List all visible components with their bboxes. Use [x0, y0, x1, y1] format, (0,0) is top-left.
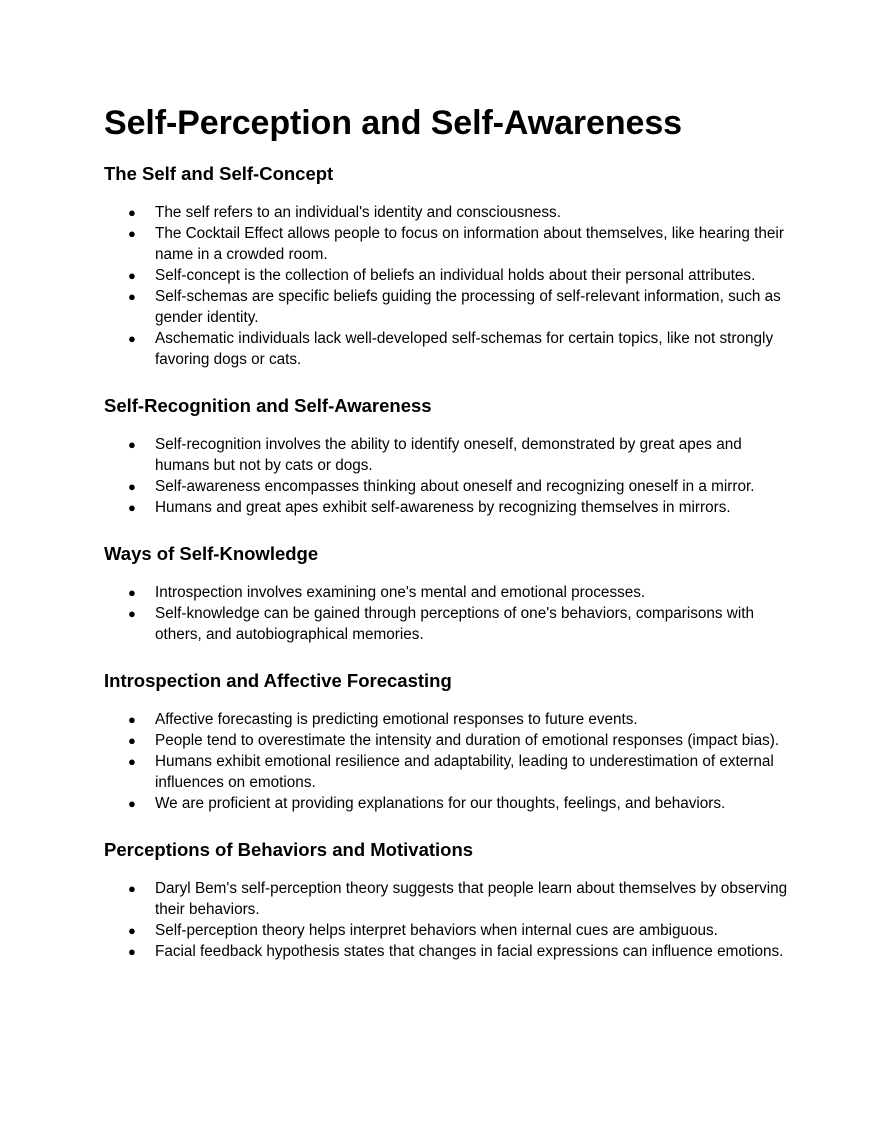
section-heading: The Self and Self-Concept — [104, 163, 334, 184]
bullet-icon: ● — [128, 226, 136, 241]
list-item-text: The self refers to an individual's identity and consciousness. — [155, 204, 561, 221]
list-item-text: Self-knowledge can be gained through perceptions of one's behaviors, comparisons with others, and autobiographical memories. — [155, 605, 755, 643]
bullet-icon: ● — [128, 881, 136, 896]
list-item — [104, 328, 800, 370]
section — [104, 838, 800, 962]
bullet-icon: ● — [128, 923, 136, 938]
list-item — [104, 202, 800, 223]
section — [104, 162, 800, 370]
bullet-icon: ● — [128, 437, 136, 452]
section — [104, 394, 800, 518]
list-item — [104, 476, 800, 497]
bullet-icon: ● — [128, 205, 136, 220]
list-item-text: The Cocktail Effect allows people to focus on information about themselves, like hearing their name in a crowded room. — [155, 225, 784, 263]
bullet-list — [104, 709, 800, 814]
list-item — [104, 878, 800, 920]
bullet-list — [104, 582, 800, 645]
list-item — [104, 920, 800, 941]
section-heading: Perceptions of Behaviors and Motivations — [104, 839, 474, 860]
list-item — [104, 709, 800, 730]
bullet-icon: ● — [128, 754, 136, 769]
list-item-text: We are proficient at providing explanations for our thoughts, feelings, and behaviors. — [155, 795, 726, 812]
section-heading: Self-Recognition and Self-Awareness — [104, 395, 432, 416]
list-item-text: Self-recognition involves the ability to identify oneself, demonstrated by great apes and humans but not by cats or dogs. — [155, 436, 742, 474]
list-item-text: Humans and great apes exhibit self-awareness by recognizing themselves in mirrors. — [155, 499, 731, 516]
list-item — [104, 751, 800, 793]
list-item-text: Daryl Bem's self-perception theory suggests that people learn about themselves by observing their behaviors. — [155, 880, 788, 918]
list-item-text: Self-perception theory helps interpret behaviors when internal cues are ambiguous. — [155, 922, 718, 939]
list-item-text: Affective forecasting is predicting emotional responses to future events. — [155, 711, 638, 728]
list-item — [104, 265, 800, 286]
list-item — [104, 582, 800, 603]
sections-container — [104, 162, 800, 962]
bullet-icon: ● — [128, 712, 136, 727]
list-item-text: Aschematic individuals lack well-developed self-schemas for certain topics, like not strongly favoring dogs or cats. — [155, 330, 774, 368]
list-item — [104, 730, 800, 751]
list-item — [104, 223, 800, 265]
section — [104, 669, 800, 814]
list-item — [104, 497, 800, 518]
bullet-icon: ● — [128, 268, 136, 283]
list-item-text: Introspection involves examining one's mental and emotional processes. — [155, 584, 646, 601]
document-title: Self-Perception and Self-Awareness — [104, 104, 682, 142]
bullet-icon: ● — [128, 479, 136, 494]
list-item-text: Facial feedback hypothesis states that changes in facial expressions can influence emotions. — [155, 943, 784, 960]
bullet-icon: ● — [128, 585, 136, 600]
bullet-icon: ● — [128, 500, 136, 515]
list-item — [104, 434, 800, 476]
list-item-text: Self-schemas are specific beliefs guiding the processing of self-relevant information, such as gender identity. — [155, 288, 781, 326]
list-item — [104, 603, 800, 645]
bullet-icon: ● — [128, 606, 136, 621]
bullet-icon: ● — [128, 733, 136, 748]
list-item-text: Self-concept is the collection of beliefs an individual holds about their personal attributes. — [155, 267, 756, 284]
list-item-text: People tend to overestimate the intensity and duration of emotional responses (impact bias). — [155, 732, 780, 749]
bullet-icon: ● — [128, 796, 136, 811]
bullet-icon: ● — [128, 331, 136, 346]
list-item-text: Humans exhibit emotional resilience and adaptability, leading to underestimation of external influences on emotions. — [155, 753, 774, 791]
section — [104, 542, 800, 645]
bullet-list — [104, 434, 800, 518]
bullet-icon: ● — [128, 944, 136, 959]
list-item — [104, 941, 800, 962]
bullet-icon: ● — [128, 289, 136, 304]
list-item — [104, 793, 800, 814]
section-heading: Introspection and Affective Forecasting — [104, 670, 452, 691]
list-item — [104, 286, 800, 328]
bullet-list — [104, 878, 800, 962]
section-heading: Ways of Self-Knowledge — [104, 543, 319, 564]
bullet-list — [104, 202, 800, 370]
list-item-text: Self-awareness encompasses thinking about oneself and recognizing oneself in a mirror. — [155, 478, 755, 495]
